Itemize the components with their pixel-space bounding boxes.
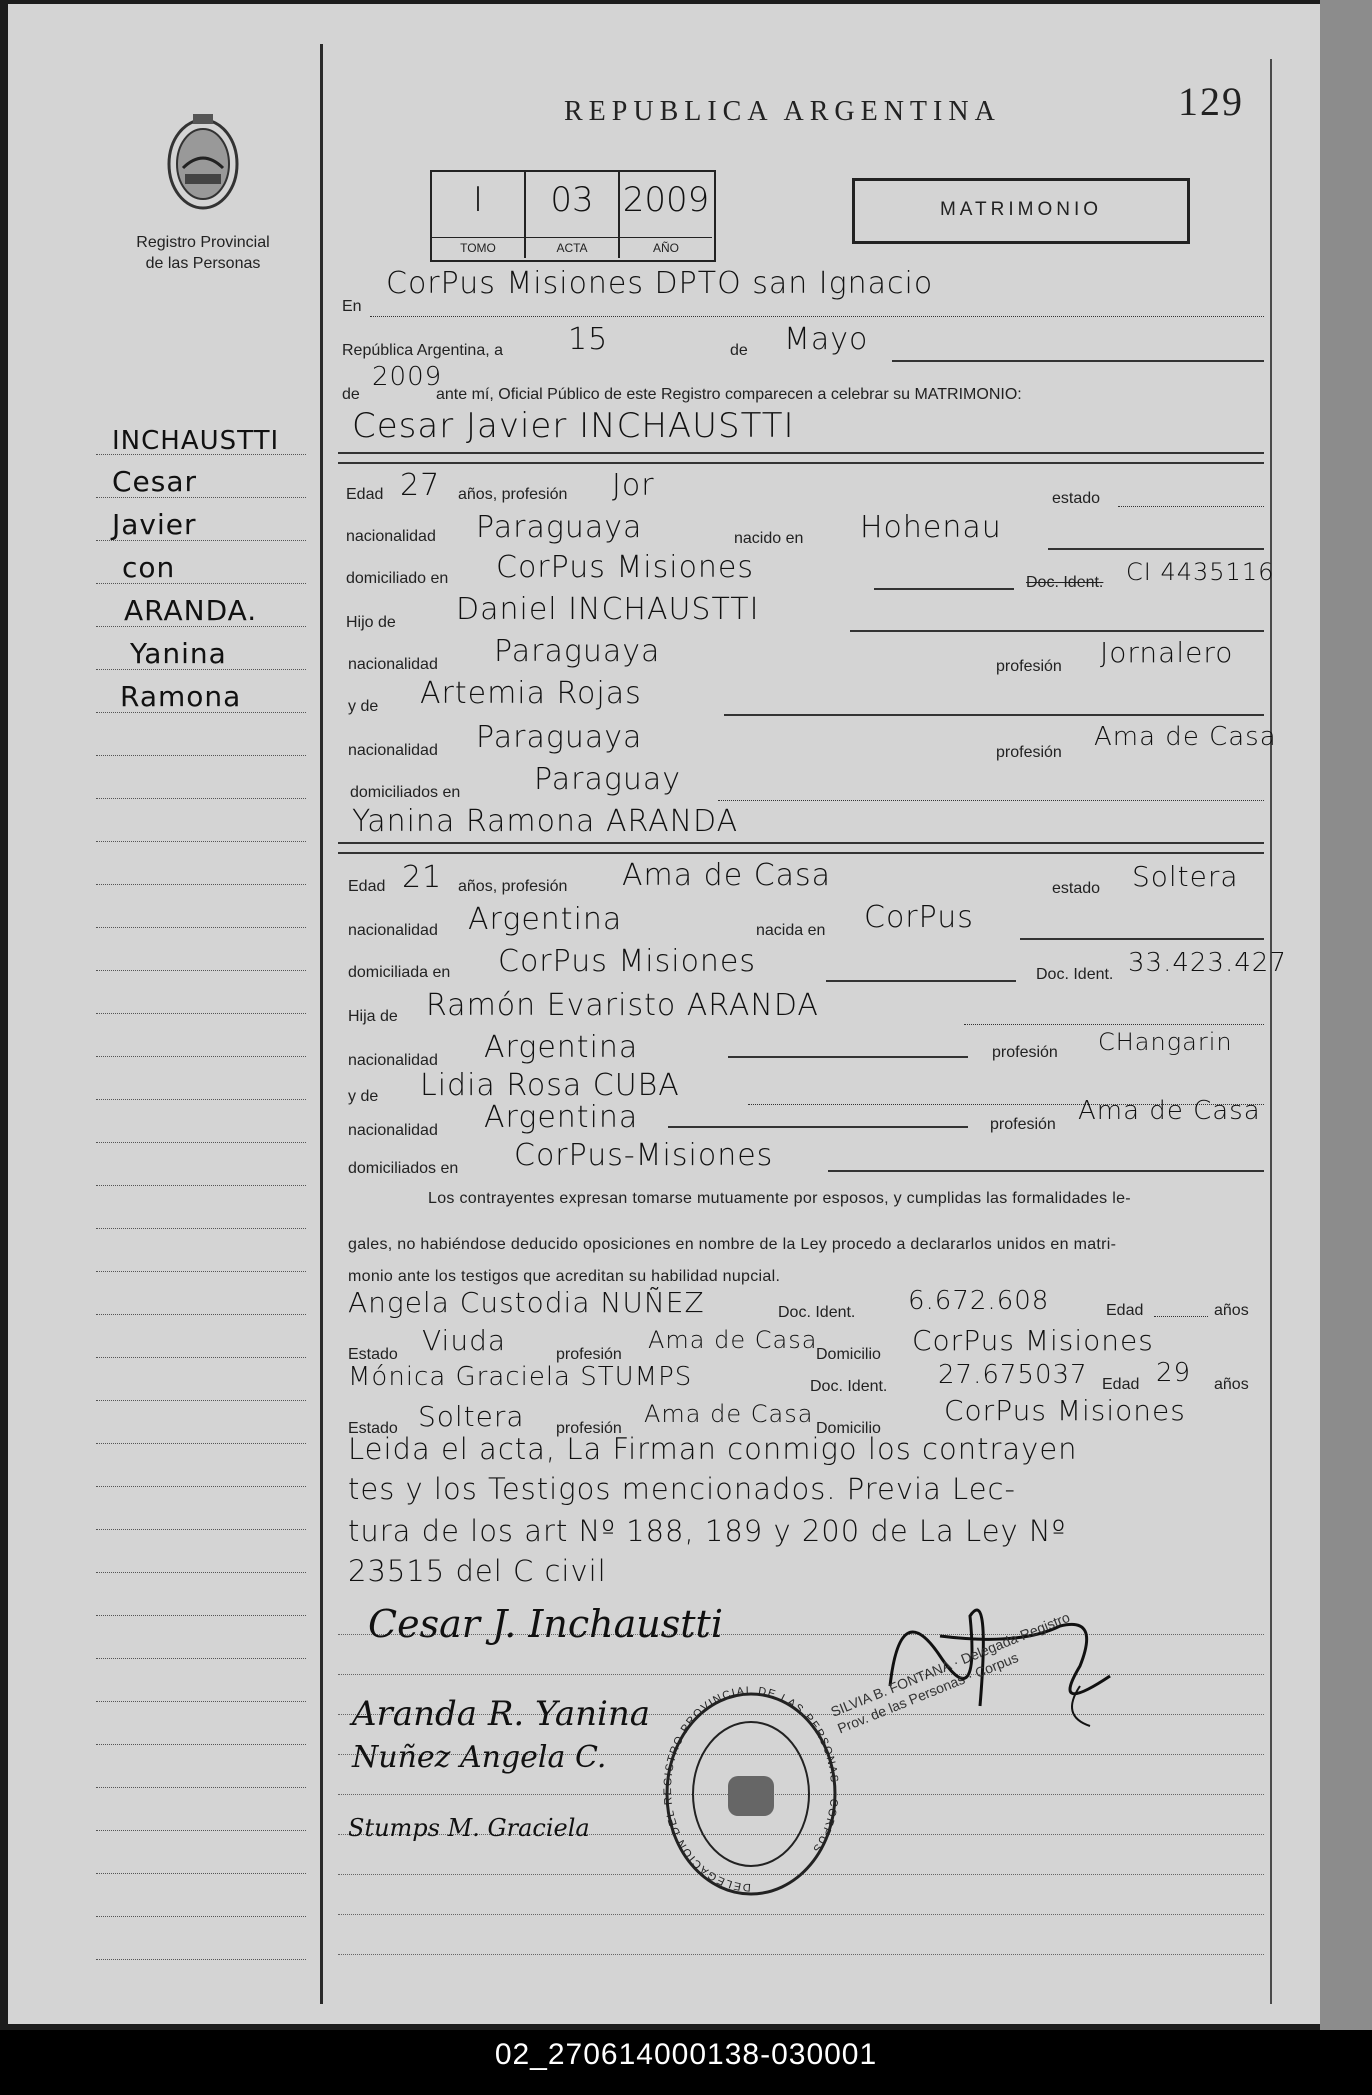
label-edad-w2: Edad	[1102, 1376, 1140, 1393]
label-nacionalidad: nacionalidad	[348, 656, 438, 673]
label-domiciliada-en: domiciliada en	[348, 964, 451, 981]
label-hijo-de: Hijo de	[346, 614, 396, 631]
margin-ruled-line	[96, 884, 306, 885]
bride-mother-profession: Ama de Casa	[1078, 1096, 1261, 1126]
margin-ruled-line	[96, 798, 306, 799]
witness2-doc: 27.675037	[938, 1360, 1088, 1390]
underline	[338, 852, 1264, 854]
declaration-line-2: gales, no habiéndose deducido oposiciones en nombre de la Ley procedo a declararlos unidos en matri-	[348, 1236, 1117, 1253]
label-doc-ident-w1: Doc. Ident.	[778, 1304, 856, 1321]
dotted-line	[718, 800, 1264, 801]
acta-value: 03	[550, 180, 594, 220]
groom-name: Cesar Javier INCHAUSTTI	[352, 406, 795, 446]
witness2-status: Soltera	[418, 1400, 525, 1433]
ano-value: 2009	[622, 180, 710, 220]
label-profesion: profesión	[992, 1044, 1058, 1061]
label-y-de: y de	[348, 1088, 379, 1105]
margin-note-3: con	[122, 551, 176, 584]
dotted-line	[964, 1024, 1264, 1025]
bride-father-profession: CHangarin	[1098, 1028, 1233, 1056]
margin-note-surname: INCHAUSTTI	[112, 426, 280, 456]
groom-father: Daniel INCHAUSTTI	[456, 592, 760, 627]
signature-witness1: Nuñez Angela C.	[352, 1740, 607, 1775]
tomo-cell	[432, 172, 526, 258]
year-value: 2009	[372, 362, 443, 392]
declaration-line-3: monio ante los testigos que acreditan su habilidad nupcial.	[348, 1268, 781, 1285]
acta-cell	[526, 172, 620, 258]
label-profesion: profesión	[996, 658, 1062, 675]
groom-profession: Jor	[612, 468, 655, 503]
groom-father-profession: Jornalero	[1100, 636, 1234, 669]
signature-groom: Cesar J. Inchaustti	[368, 1602, 723, 1646]
registry-name	[118, 232, 288, 274]
day-value: 15	[568, 322, 609, 357]
act-type-box	[852, 178, 1190, 244]
bride-age: 21	[402, 860, 443, 895]
label-anos-w2: años	[1214, 1376, 1249, 1393]
signature-witness2: Stumps M. Graciela	[348, 1814, 590, 1842]
bride-domicile: CorPus Misiones	[498, 944, 757, 979]
margin-ruled-line	[96, 1013, 306, 1014]
margin-note-5: Yanina	[130, 637, 227, 670]
label-ante: ante mí, Oficial Público de este Registro comparecen a celebrar su MATRIMONIO:	[436, 386, 1022, 403]
official-seal-icon	[658, 1684, 844, 1904]
margin-ruled-line	[96, 1400, 306, 1401]
groom-nationality: Paraguaya	[476, 510, 643, 545]
groom-doc: CI 4435116	[1126, 558, 1275, 586]
label-de-year: de	[342, 386, 360, 403]
margin-ruled-line	[96, 1271, 306, 1272]
witness1-name: Angela Custodia NUÑEZ	[348, 1286, 705, 1319]
bride-doc: 33.423.427	[1128, 948, 1287, 978]
body-ruled-line	[338, 1674, 1264, 1675]
delegate-stamp: SILVIA B. FONTANA · Delegada Registro Prov. de las Personas · Corpus	[828, 1608, 1072, 1737]
label-nacionalidad: nacionalidad	[348, 1122, 438, 1139]
act-number-box	[430, 170, 716, 262]
margin-ruled-line	[96, 1615, 306, 1616]
margin-ruled-line	[96, 1873, 306, 1874]
note-line-4: 23515 del C civil	[348, 1554, 607, 1588]
label-anos-w1: años	[1214, 1302, 1249, 1319]
margin-divider	[320, 44, 323, 2004]
margin-ruled-line	[96, 927, 306, 928]
margin-note-1: Cesar	[112, 465, 198, 498]
label-y-de: y de	[348, 698, 379, 715]
label-estado-w1: Estado	[348, 1346, 398, 1363]
bride-nationality: Argentina	[468, 902, 623, 937]
right-rule	[1270, 59, 1272, 2004]
margin-ruled-line	[96, 1744, 306, 1745]
groom-birthplace: Hohenau	[860, 510, 1002, 545]
margin-ruled-line	[96, 1443, 306, 1444]
registry-line-2: de las Personas	[145, 255, 261, 272]
bride-profession: Ama de Casa	[622, 858, 832, 893]
dotted-line	[370, 316, 1264, 317]
act-type-label: MATRIMONIO	[939, 199, 1103, 220]
witness2-name: Mónica Graciela STUMPS	[348, 1362, 693, 1392]
label-hija-de: Hija de	[348, 1008, 398, 1025]
margin-ruled-line	[96, 1529, 306, 1530]
page-edge	[1320, 0, 1372, 2030]
label-estado: estado	[1052, 490, 1101, 507]
tomo-label: TOMO	[432, 237, 524, 258]
witness2-age: 29	[1156, 1358, 1192, 1388]
underline	[850, 630, 1264, 632]
declaration-line-1: Los contrayentes expresan tomarse mutuamente por esposos, y cumplidas las formalidades le-	[428, 1190, 1131, 1207]
note-line-2: tes y los Testigos mencionados. Previa Lec-	[348, 1472, 1016, 1506]
label-domiciliado-en: domiciliado en	[346, 570, 449, 587]
margin-ruled-line	[96, 1916, 306, 1917]
groom-mother-profession: Ama de Casa	[1094, 722, 1277, 752]
label-anos-profesion: años, profesión	[458, 878, 568, 895]
label-nacionalidad: nacionalidad	[348, 922, 438, 939]
dotted-line	[1118, 506, 1264, 507]
label-profesion: profesión	[990, 1116, 1056, 1133]
groom-father-nationality: Paraguaya	[494, 634, 661, 669]
margin-ruled-line	[96, 1787, 306, 1788]
witness2-domicile: CorPus Misiones	[944, 1394, 1186, 1427]
margin-ruled-line	[96, 1486, 306, 1487]
label-estado-w2: Estado	[348, 1420, 398, 1437]
acta-label: ACTA	[526, 237, 618, 258]
witness1-domicile: CorPus Misiones	[912, 1324, 1154, 1357]
groom-age: 27	[400, 468, 441, 503]
signature-bride: Aranda R. Yanina	[352, 1694, 651, 1734]
label-nacionalidad: nacionalidad	[346, 528, 436, 545]
label-domiciliados-en: domiciliados en	[350, 784, 461, 801]
ano-cell	[620, 172, 712, 258]
margin-note-6: Ramona	[120, 680, 242, 713]
groom-parents-domicile: Paraguay	[534, 762, 681, 797]
groom-mother: Artemia Rojas	[420, 676, 642, 711]
witness1-profession: Ama de Casa	[648, 1326, 818, 1354]
label-doc-ident-bride: Doc. Ident.	[1036, 966, 1114, 983]
registry-line-1: Registro Provincial	[136, 234, 270, 251]
place-value: CorPus Misiones DPTO san Ignacio	[386, 266, 934, 301]
bride-father: Ramón Evaristo ARANDA	[426, 988, 819, 1023]
label-domiciliados-en: domiciliados en	[348, 1160, 459, 1177]
bride-parents-domicile: CorPus-Misiones	[514, 1138, 774, 1173]
margin-ruled-line	[96, 755, 306, 756]
label-doc-ident-w2: Doc. Ident.	[810, 1378, 888, 1395]
underline	[828, 1170, 1264, 1172]
label-nacionalidad: nacionalidad	[348, 1052, 438, 1069]
underline	[728, 1056, 968, 1058]
footer-code: 02_270614000138-030001	[494, 2038, 878, 2071]
body-ruled-line	[338, 1954, 1264, 1955]
margin-ruled-line	[96, 1959, 306, 1960]
margin-ruled-line	[96, 1572, 306, 1573]
margin-ruled-line	[96, 1142, 306, 1143]
label-republica: República Argentina, a	[342, 342, 503, 359]
label-nacido-en: nacido en	[734, 530, 804, 547]
bride-mother: Lidia Rosa CUBA	[420, 1068, 680, 1103]
margin-ruled-line	[96, 1099, 306, 1100]
label-edad-w1: Edad	[1106, 1302, 1144, 1319]
underline	[338, 452, 1264, 454]
label-nacionalidad: nacionalidad	[348, 742, 438, 759]
groom-mother-nationality: Paraguaya	[476, 720, 643, 755]
bride-mother-nationality: Argentina	[484, 1100, 639, 1135]
seal-text: DELEGACION DEL REGISTRO PROVINCIAL DE LAS PERSONAS · CORPUS	[661, 1684, 841, 1894]
label-de-month: de	[730, 342, 748, 359]
body-ruled-line	[338, 1914, 1264, 1915]
province-emblem-icon	[163, 108, 243, 214]
label-profesion-w1: profesión	[556, 1346, 622, 1363]
bride-status: Soltera	[1132, 860, 1239, 893]
label-anos-profesion: años, profesión	[458, 486, 568, 503]
label-domicilio-w1: Domicilio	[816, 1346, 881, 1363]
underline	[874, 588, 1014, 590]
label-profesion-w2: profesión	[556, 1420, 622, 1437]
label-doc-ident-groom: Doc. Ident.	[1026, 574, 1104, 591]
ano-label: AÑO	[620, 237, 712, 258]
bride-father-nationality: Argentina	[484, 1030, 639, 1065]
underline	[826, 980, 1016, 982]
underline	[1020, 938, 1264, 940]
label-edad: Edad	[348, 878, 386, 895]
label-domicilio-w2: Domicilio	[816, 1420, 881, 1437]
label-nacida-en: nacida en	[756, 922, 826, 939]
note-line-3: tura de los art Nº 188, 189 y 200 de La Ley Nº	[348, 1514, 1067, 1548]
underline	[1048, 548, 1264, 550]
note-line-1: Leida el acta, La Firman conmigo los contrayen	[348, 1432, 1078, 1466]
margin-ruled-line	[96, 1357, 306, 1358]
underline	[724, 714, 1264, 716]
footer-bar	[0, 2030, 1372, 2095]
witness1-doc: 6.672.608	[908, 1286, 1050, 1316]
margin-note-4: ARANDA.	[124, 594, 258, 627]
margin-ruled-line	[96, 1185, 306, 1186]
label-edad: Edad	[346, 486, 384, 503]
margin-note-2: Javier	[112, 508, 197, 541]
margin-ruled-line	[96, 1056, 306, 1057]
margin-ruled-line	[96, 1658, 306, 1659]
margin-ruled-line	[96, 1701, 306, 1702]
groom-domicile: CorPus Misiones	[496, 550, 755, 585]
margin-ruled-line	[96, 970, 306, 971]
witness2-profession: Ama de Casa	[644, 1400, 814, 1428]
bride-birthplace: CorPus	[864, 900, 974, 935]
document-page	[8, 4, 1320, 2024]
label-en: En	[342, 298, 362, 315]
month-value: Mayo	[784, 322, 869, 357]
margin-ruled-line	[96, 1314, 306, 1315]
margin-ruled-line	[96, 1228, 306, 1229]
margin-ruled-line	[96, 1830, 306, 1831]
underline	[338, 462, 1264, 464]
page-number: 129	[1178, 79, 1244, 124]
dotted-line	[1154, 1316, 1208, 1317]
tomo-value: I	[472, 180, 484, 220]
label-estado: estado	[1052, 880, 1101, 897]
margin-ruled-line	[96, 841, 306, 842]
underline	[338, 842, 1264, 844]
country-title: REPUBLICA ARGENTINA	[564, 96, 1001, 127]
witness1-status: Viuda	[422, 1324, 506, 1357]
bride-name: Yanina Ramona ARANDA	[352, 804, 739, 839]
label-profesion: profesión	[996, 744, 1062, 761]
underline	[892, 360, 1264, 362]
underline	[668, 1126, 968, 1128]
